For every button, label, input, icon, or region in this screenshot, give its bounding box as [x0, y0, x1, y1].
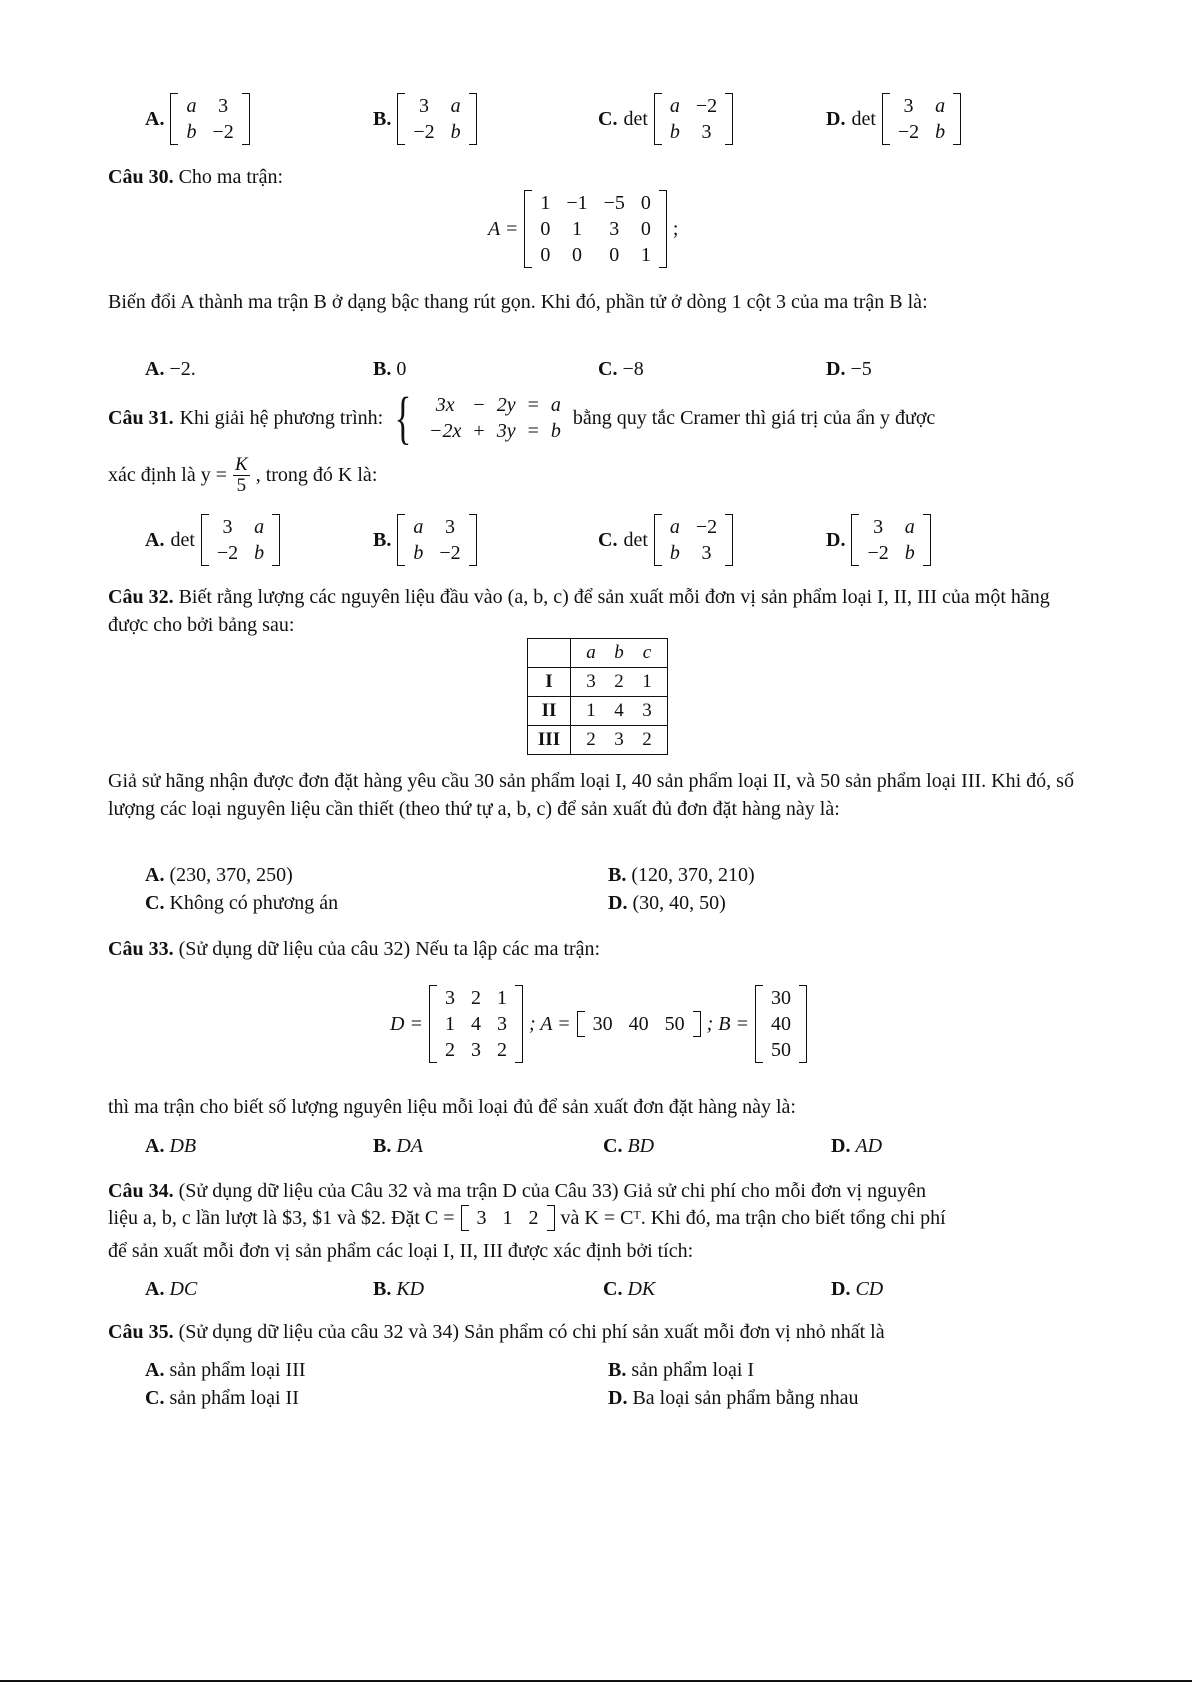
matrix-cell: a — [413, 516, 424, 538]
option-label: A. — [145, 528, 165, 551]
matrix-cell: −2 — [212, 121, 234, 143]
matrix-name: D = — [390, 1012, 423, 1035]
matrix-cell: 30 — [770, 987, 791, 1009]
matrix-name: ; B = — [706, 1012, 749, 1035]
q33-option-b[interactable] — [373, 1135, 423, 1158]
matrix-cell: 3 — [701, 121, 712, 143]
option-label: C. — [603, 1278, 623, 1300]
table-row — [528, 668, 668, 697]
matrix-cell: 0 — [640, 218, 651, 240]
matrix-row — [859, 514, 922, 540]
matrix-row — [405, 514, 468, 540]
matrix-cell: 1 — [444, 1013, 455, 1035]
option-text: CD — [855, 1278, 884, 1300]
option-label: B. — [373, 1135, 392, 1157]
option-text: −5 — [850, 358, 872, 380]
matrix-cell: a — [904, 516, 915, 538]
matrix — [654, 93, 733, 145]
matrix-row — [763, 1037, 799, 1063]
matrix-row — [859, 540, 922, 566]
matrix-cell: 3 — [444, 987, 455, 1009]
option-label: C. — [598, 358, 618, 380]
matrix-row — [405, 540, 468, 566]
matrix-cell: 1 — [540, 192, 551, 214]
table-header-row — [528, 639, 668, 668]
matrix-cell: −2 — [216, 542, 239, 564]
q35-option-d[interactable] — [608, 1387, 859, 1410]
matrix-cell: b — [186, 121, 197, 143]
matrix-row — [437, 1037, 515, 1063]
matrix-left-bracket — [654, 514, 662, 566]
matrix — [851, 514, 930, 566]
matrix-left-bracket — [201, 514, 209, 566]
matrix-cell: a — [935, 95, 946, 117]
matrix-d — [429, 985, 523, 1063]
q32-option-a[interactable] — [145, 864, 293, 887]
option-label: A. — [145, 1135, 165, 1157]
q35-option-c[interactable] — [145, 1387, 299, 1410]
option-label: D. — [826, 528, 846, 551]
row-name: III — [528, 726, 571, 755]
option-text: Ba loại sản phẩm bằng nhau — [632, 1387, 859, 1409]
matrix-cell: 3 — [903, 95, 914, 117]
matrix-cell: b — [669, 542, 680, 564]
question-text: (Sử dụng dữ liệu của Câu 32 và ma trận D của Câu 33) Giả sử chi phí cho mỗi đơn vị nguyên — [178, 1180, 926, 1202]
matrix-left-bracket — [882, 93, 890, 145]
matrix-c — [461, 1205, 555, 1231]
matrix-row — [405, 119, 468, 145]
q31-option-a[interactable] — [145, 514, 280, 566]
option-text: 0 — [396, 358, 407, 380]
q33-stem — [108, 935, 1088, 963]
question-text: Biết rằng lượng các nguyên liệu đầu vào (a, b, c) để sản xuất mỗi đơn vị sản phẩm loại I, II, III của một hãng được cho bởi bảng sau: — [108, 586, 1050, 636]
matrix-cell: 50 — [664, 1013, 685, 1035]
q33-body: thì ma trận cho biết số lượng nguyên liệu mỗi loại đủ để sản xuất đơn đặt hàng này là: — [108, 1096, 796, 1118]
option-text: (30, 40, 50) — [632, 892, 726, 914]
matrix-right-bracket — [547, 1205, 555, 1231]
matrix-row — [662, 119, 725, 145]
option-label: D. — [608, 892, 628, 914]
matrix-cell: −2 — [867, 542, 889, 564]
equation-row: 3x − 2y = a — [435, 394, 561, 416]
option-text: (230, 370, 250) — [169, 864, 293, 886]
matrix-row — [662, 514, 725, 540]
matrix-cell: a — [450, 95, 461, 117]
det-label: det — [623, 528, 648, 551]
q32-option-d[interactable] — [608, 892, 726, 915]
matrix-b — [755, 985, 807, 1063]
q33-matrices — [390, 985, 807, 1063]
matrix-cell: 3 — [496, 1013, 507, 1035]
q34-option-a[interactable] — [145, 1278, 197, 1301]
matrix-a — [577, 1011, 701, 1037]
matrix-left-bracket — [755, 985, 763, 1063]
q30-option-c[interactable] — [598, 358, 644, 381]
question-text: Khi giải hệ phương trình: — [179, 406, 384, 429]
matrix-row — [178, 119, 241, 145]
q34-option-c[interactable] — [603, 1278, 655, 1301]
q30-matrix-block — [488, 190, 678, 268]
matrix — [882, 93, 961, 145]
matrix-cell: 3 — [418, 95, 429, 117]
matrix — [170, 93, 249, 145]
matrix — [397, 514, 476, 566]
matrix-cell: b — [935, 121, 946, 143]
matrix-left-bracket — [429, 985, 437, 1063]
materials-table — [527, 638, 668, 755]
row-name: I — [528, 668, 571, 697]
q32-option-c[interactable] — [145, 892, 338, 915]
question-label: Câu 30. — [108, 166, 174, 188]
option-label: C. — [598, 528, 618, 551]
matrix-cell: b — [254, 542, 265, 564]
q31-line2 — [108, 455, 377, 496]
option-label: C. — [598, 107, 618, 130]
matrix-cell: a — [669, 516, 680, 538]
option-label: A. — [145, 107, 165, 130]
matrix-right-bracket — [272, 514, 280, 566]
matrix-name: ; A = — [528, 1012, 571, 1035]
fraction-denominator: 5 — [236, 475, 247, 496]
fraction-numerator: K — [235, 454, 248, 475]
question-text: Cho ma trận: — [178, 166, 284, 188]
matrix-name: A = — [488, 217, 519, 240]
matrix-left-bracket — [397, 514, 405, 566]
question-text: (Sử dụng dữ liệu của câu 32 và 34) Sản phẩm có chi phí sản xuất mỗi đơn vị nhỏ nhất là — [178, 1321, 885, 1343]
matrix-left-bracket — [654, 93, 662, 145]
q30-body: Biến đổi A thành ma trận B ở dạng bậc thang rút gọn. Khi đó, phần tử ở dòng 1 cột 3 của ma trận B là: — [108, 291, 928, 313]
q35-option-a[interactable] — [145, 1359, 306, 1382]
q33-option-d[interactable] — [831, 1135, 882, 1158]
matrix-left-bracket — [524, 190, 532, 268]
option-label: A. — [145, 358, 165, 380]
matrix-right-bracket — [469, 93, 477, 145]
matrix-left-bracket — [851, 514, 859, 566]
matrix-right-bracket — [469, 514, 477, 566]
matrix-cell: 1 — [640, 244, 651, 266]
option-text: −2. — [169, 358, 196, 380]
matrix-cell: 2 — [444, 1039, 455, 1061]
text: liệu a, b, c lần lượt là $3, $1 và $2. Đặt C = — [108, 1206, 455, 1229]
question-label: Câu 33. — [108, 938, 174, 960]
option-label: B. — [373, 1278, 392, 1300]
q30-stem — [108, 163, 1088, 191]
equation-row: −2x + 3y = b — [429, 420, 561, 442]
q29-option-b[interactable] — [373, 93, 477, 145]
table-row — [528, 697, 668, 726]
text: xác định là y = — [108, 464, 228, 486]
q34-option-d[interactable] — [831, 1278, 883, 1301]
matrix-cell: 4 — [470, 1013, 481, 1035]
matrix-left-bracket — [397, 93, 405, 145]
matrix-cell: 3 — [701, 542, 712, 564]
option-label: B. — [608, 864, 627, 886]
matrix-cell: 3 — [470, 1039, 481, 1061]
matrix-cell: −2 — [695, 95, 718, 117]
q32-stem — [108, 583, 1088, 639]
matrix-cell: b — [413, 542, 424, 564]
question-label: Câu 34. — [108, 1180, 174, 1202]
question-text: (Sử dụng dữ liệu của câu 32) Nếu ta lập các ma trận: — [178, 938, 601, 960]
option-label: A. — [145, 864, 165, 886]
matrix-row — [209, 540, 272, 566]
matrix-cell: 0 — [640, 192, 651, 214]
matrix-cell: 1 — [572, 218, 582, 240]
matrix-row — [532, 216, 659, 242]
option-label: C. — [145, 1387, 165, 1409]
q31-option-c[interactable] — [598, 514, 733, 566]
q30-option-b[interactable] — [373, 358, 406, 381]
q31-option-b[interactable] — [373, 514, 477, 566]
matrix-cell: 30 — [592, 1013, 613, 1035]
option-label: B. — [373, 358, 392, 380]
option-text: DK — [627, 1278, 656, 1300]
row-values: 1 4 3 — [571, 697, 668, 726]
matrix — [201, 514, 280, 566]
matrix-cell: 2 — [528, 1207, 539, 1229]
option-text: KD — [396, 1278, 425, 1300]
matrix-right-bracket — [799, 985, 807, 1063]
matrix-row — [437, 1011, 515, 1037]
matrix-cell: 3 — [476, 1207, 487, 1229]
option-label: C. — [603, 1135, 623, 1157]
matrix-right-bracket — [515, 985, 523, 1063]
matrix-right-bracket — [923, 514, 931, 566]
q32-option-b[interactable] — [608, 864, 755, 887]
question-text-after: bằng quy tắc Cramer thì giá trị của ẩn y được — [572, 406, 936, 429]
matrix-row — [532, 242, 659, 268]
matrix-cell: b — [450, 121, 461, 143]
q29-option-d[interactable] — [826, 93, 961, 145]
matrix-row — [890, 119, 953, 145]
q29-option-c[interactable] — [598, 93, 733, 145]
matrix-cell: 3 — [873, 516, 884, 538]
option-label: D. — [831, 1278, 851, 1300]
left-brace: { — [394, 385, 412, 450]
question-label: Câu 35. — [108, 1321, 174, 1343]
option-label: B. — [373, 107, 392, 130]
matrix-row — [763, 1011, 799, 1037]
matrix — [397, 93, 476, 145]
q30-option-a[interactable] — [145, 358, 196, 381]
matrix-left-bracket — [461, 1205, 469, 1231]
matrix-cell: b — [904, 542, 915, 564]
matrix — [654, 514, 733, 566]
matrix-cell: 3 — [444, 516, 455, 538]
question-label: Câu 32. — [108, 586, 174, 608]
matrix-cell: b — [669, 121, 680, 143]
option-text: DB — [169, 1135, 197, 1157]
matrix-cell: 2 — [496, 1039, 507, 1061]
q34-stem — [108, 1177, 1088, 1205]
matrix-row — [405, 93, 468, 119]
det-label: det — [623, 107, 648, 130]
det-label: det — [170, 528, 195, 551]
q34-line2 — [108, 1205, 946, 1231]
matrix-cell: 40 — [770, 1013, 791, 1035]
option-text: AD — [855, 1135, 883, 1157]
matrix-right-bracket — [242, 93, 250, 145]
q30-option-d[interactable] — [826, 358, 872, 381]
matrix-cell: 0 — [609, 244, 620, 266]
option-label: D. — [826, 107, 846, 130]
matrix-cell: 0 — [540, 244, 551, 266]
page-bottom-rule — [0, 1680, 1192, 1682]
matrix-row — [662, 93, 725, 119]
table-corner — [528, 639, 571, 668]
option-label: A. — [145, 1359, 165, 1381]
option-label: C. — [145, 892, 165, 914]
matrix-cell: 3 — [609, 218, 620, 240]
option-text: BD — [627, 1135, 655, 1157]
matrix-cell: 3 — [222, 516, 233, 538]
matrix-row — [890, 93, 953, 119]
matrix-cell: −2 — [897, 121, 920, 143]
matrix-row — [585, 1011, 693, 1037]
q34-option-b[interactable] — [373, 1278, 424, 1301]
text: , trong đó K là: — [255, 464, 378, 486]
matrix-cell: a — [186, 95, 197, 117]
matrix-cell: −5 — [603, 192, 625, 214]
option-label: D. — [826, 358, 846, 380]
matrix-row — [532, 190, 659, 216]
matrix-cell: 3 — [218, 95, 229, 117]
table-row — [528, 726, 668, 755]
matrix-cell: −2 — [413, 121, 435, 143]
q35-stem — [108, 1318, 1088, 1346]
q33-option-c[interactable] — [603, 1135, 654, 1158]
matrix-suffix: ; — [672, 217, 679, 240]
matrix-cell: 1 — [502, 1207, 513, 1229]
option-text: DA — [396, 1135, 424, 1157]
matrix-right-bracket — [725, 93, 733, 145]
matrix-cell: 0 — [540, 218, 551, 240]
option-text: sản phẩm loại II — [169, 1387, 299, 1409]
matrix-row — [209, 514, 272, 540]
fraction — [233, 455, 250, 496]
q31-stem — [108, 385, 936, 450]
table-header: a b c — [571, 639, 668, 668]
option-text: DC — [169, 1278, 198, 1300]
matrix-row — [437, 985, 515, 1011]
q32-body: Giả sử hãng nhận được đơn đặt hàng yêu cầu 30 sản phẩm loại I, 40 sản phẩm loại II, và 50 sản phẩm loại III. Khi đó, số lượng các loại nguyên liệu cần thiết (theo thứ tự a, b, c) để sản xuất đủ đơn đặt hàng này là: — [108, 770, 1074, 820]
option-text: (120, 370, 210) — [631, 864, 755, 886]
q29-option-a[interactable] — [145, 93, 250, 145]
row-name: II — [528, 697, 571, 726]
matrix-a — [524, 190, 667, 268]
question-label: Câu 31. — [108, 406, 174, 429]
option-label: D. — [831, 1135, 851, 1157]
matrix-row — [469, 1205, 547, 1231]
option-text: sản phẩm loại I — [631, 1359, 755, 1381]
matrix-left-bracket — [170, 93, 178, 145]
matrix-right-bracket — [953, 93, 961, 145]
det-label: det — [851, 107, 876, 130]
q34-line3: để sản xuất mỗi đơn vị sản phẩm các loại I, II, III được xác định bởi tích: — [108, 1240, 694, 1262]
matrix-left-bracket — [577, 1011, 585, 1037]
matrix-cell: −1 — [566, 192, 588, 214]
matrix-cell: a — [254, 516, 265, 538]
matrix-cell: a — [669, 95, 680, 117]
equation-system — [423, 392, 567, 444]
q31-option-d[interactable] — [826, 514, 931, 566]
matrix-cell: 1 — [496, 987, 507, 1009]
text: và K = Cᵀ. Khi đó, ma trận cho biết tổng chi phí — [560, 1206, 946, 1229]
option-label: B. — [608, 1359, 627, 1381]
q33-option-a[interactable] — [145, 1135, 196, 1158]
option-text: Không có phương án — [169, 892, 339, 914]
matrix-cell: 40 — [628, 1013, 649, 1035]
row-values: 3 2 1 — [571, 668, 668, 697]
option-label: D. — [608, 1387, 628, 1409]
matrix-right-bracket — [659, 190, 667, 268]
option-label: B. — [373, 528, 392, 551]
row-values: 2 3 2 — [571, 726, 668, 755]
matrix-cell: −2 — [439, 542, 461, 564]
matrix-row — [178, 93, 241, 119]
matrix-cell: 2 — [470, 987, 481, 1009]
option-text: sản phẩm loại III — [169, 1359, 306, 1381]
matrix-row — [763, 985, 799, 1011]
matrix-cell: 0 — [572, 244, 582, 266]
matrix-right-bracket — [725, 514, 733, 566]
q35-option-b[interactable] — [608, 1359, 754, 1382]
matrix-right-bracket — [693, 1011, 701, 1037]
matrix-cell: 50 — [770, 1039, 791, 1061]
matrix-row — [662, 540, 725, 566]
option-text: −8 — [622, 358, 644, 380]
option-label: A. — [145, 1278, 165, 1300]
matrix-cell: −2 — [695, 516, 718, 538]
